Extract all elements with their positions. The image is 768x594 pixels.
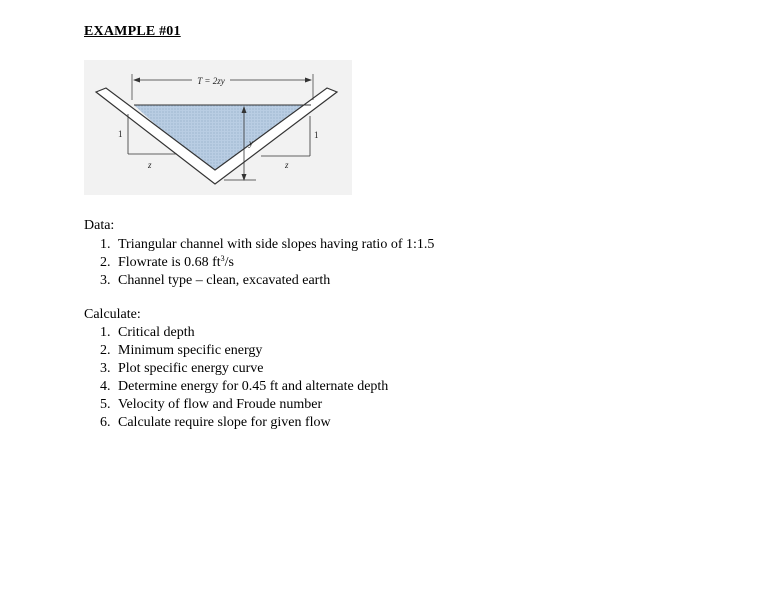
list-number: 1. — [100, 237, 111, 252]
right-slope-horizontal: z — [285, 160, 289, 170]
list-text: Calculate require slope for given flow — [118, 415, 331, 430]
list-text: Plot specific energy curve — [118, 361, 264, 376]
list-item — [100, 254, 434, 272]
list-number: 6. — [100, 415, 111, 430]
example-title: EXAMPLE #01 — [84, 24, 181, 39]
top-width-label: T = 2zy — [197, 76, 225, 86]
list-number: 3. — [100, 361, 111, 376]
list-item — [100, 236, 434, 254]
list-item — [100, 414, 388, 432]
list-item — [100, 342, 388, 360]
list-item — [100, 378, 388, 396]
channel-diagram — [84, 60, 352, 195]
data-list — [100, 236, 434, 290]
calculate-list — [100, 324, 388, 432]
list-number: 2. — [100, 343, 111, 358]
list-text: Triangular channel with side slopes having ratio of 1:1.5 — [118, 237, 435, 252]
list-number: 1. — [100, 325, 111, 340]
list-text: Velocity of flow and Froude number — [118, 397, 323, 412]
right-slope-vertical: 1 — [314, 130, 319, 140]
list-text: Flowrate is 0.68 $ft^3/s$ — [118, 254, 234, 270]
list-item — [100, 396, 388, 414]
depth-label: y — [249, 138, 253, 148]
list-text: Critical depth — [118, 325, 195, 340]
left-slope-vertical: 1 — [118, 129, 123, 139]
left-slope-horizontal: z — [148, 160, 152, 170]
list-text: Channel type – clean, excavated earth — [118, 273, 331, 288]
list-item — [100, 360, 388, 378]
list-item — [100, 324, 388, 342]
list-number: 5. — [100, 397, 111, 412]
triangular-channel-figure — [84, 60, 352, 195]
list-number: 3. — [100, 273, 111, 288]
list-number: 4. — [100, 379, 111, 394]
data-heading: Data: — [84, 218, 115, 233]
list-text: Determine energy for 0.45 ft and alternate depth — [118, 379, 389, 394]
list-number: 2. — [100, 255, 111, 270]
calculate-heading: Calculate: — [84, 307, 141, 322]
list-item — [100, 272, 434, 290]
list-text: Minimum specific energy — [118, 343, 263, 358]
